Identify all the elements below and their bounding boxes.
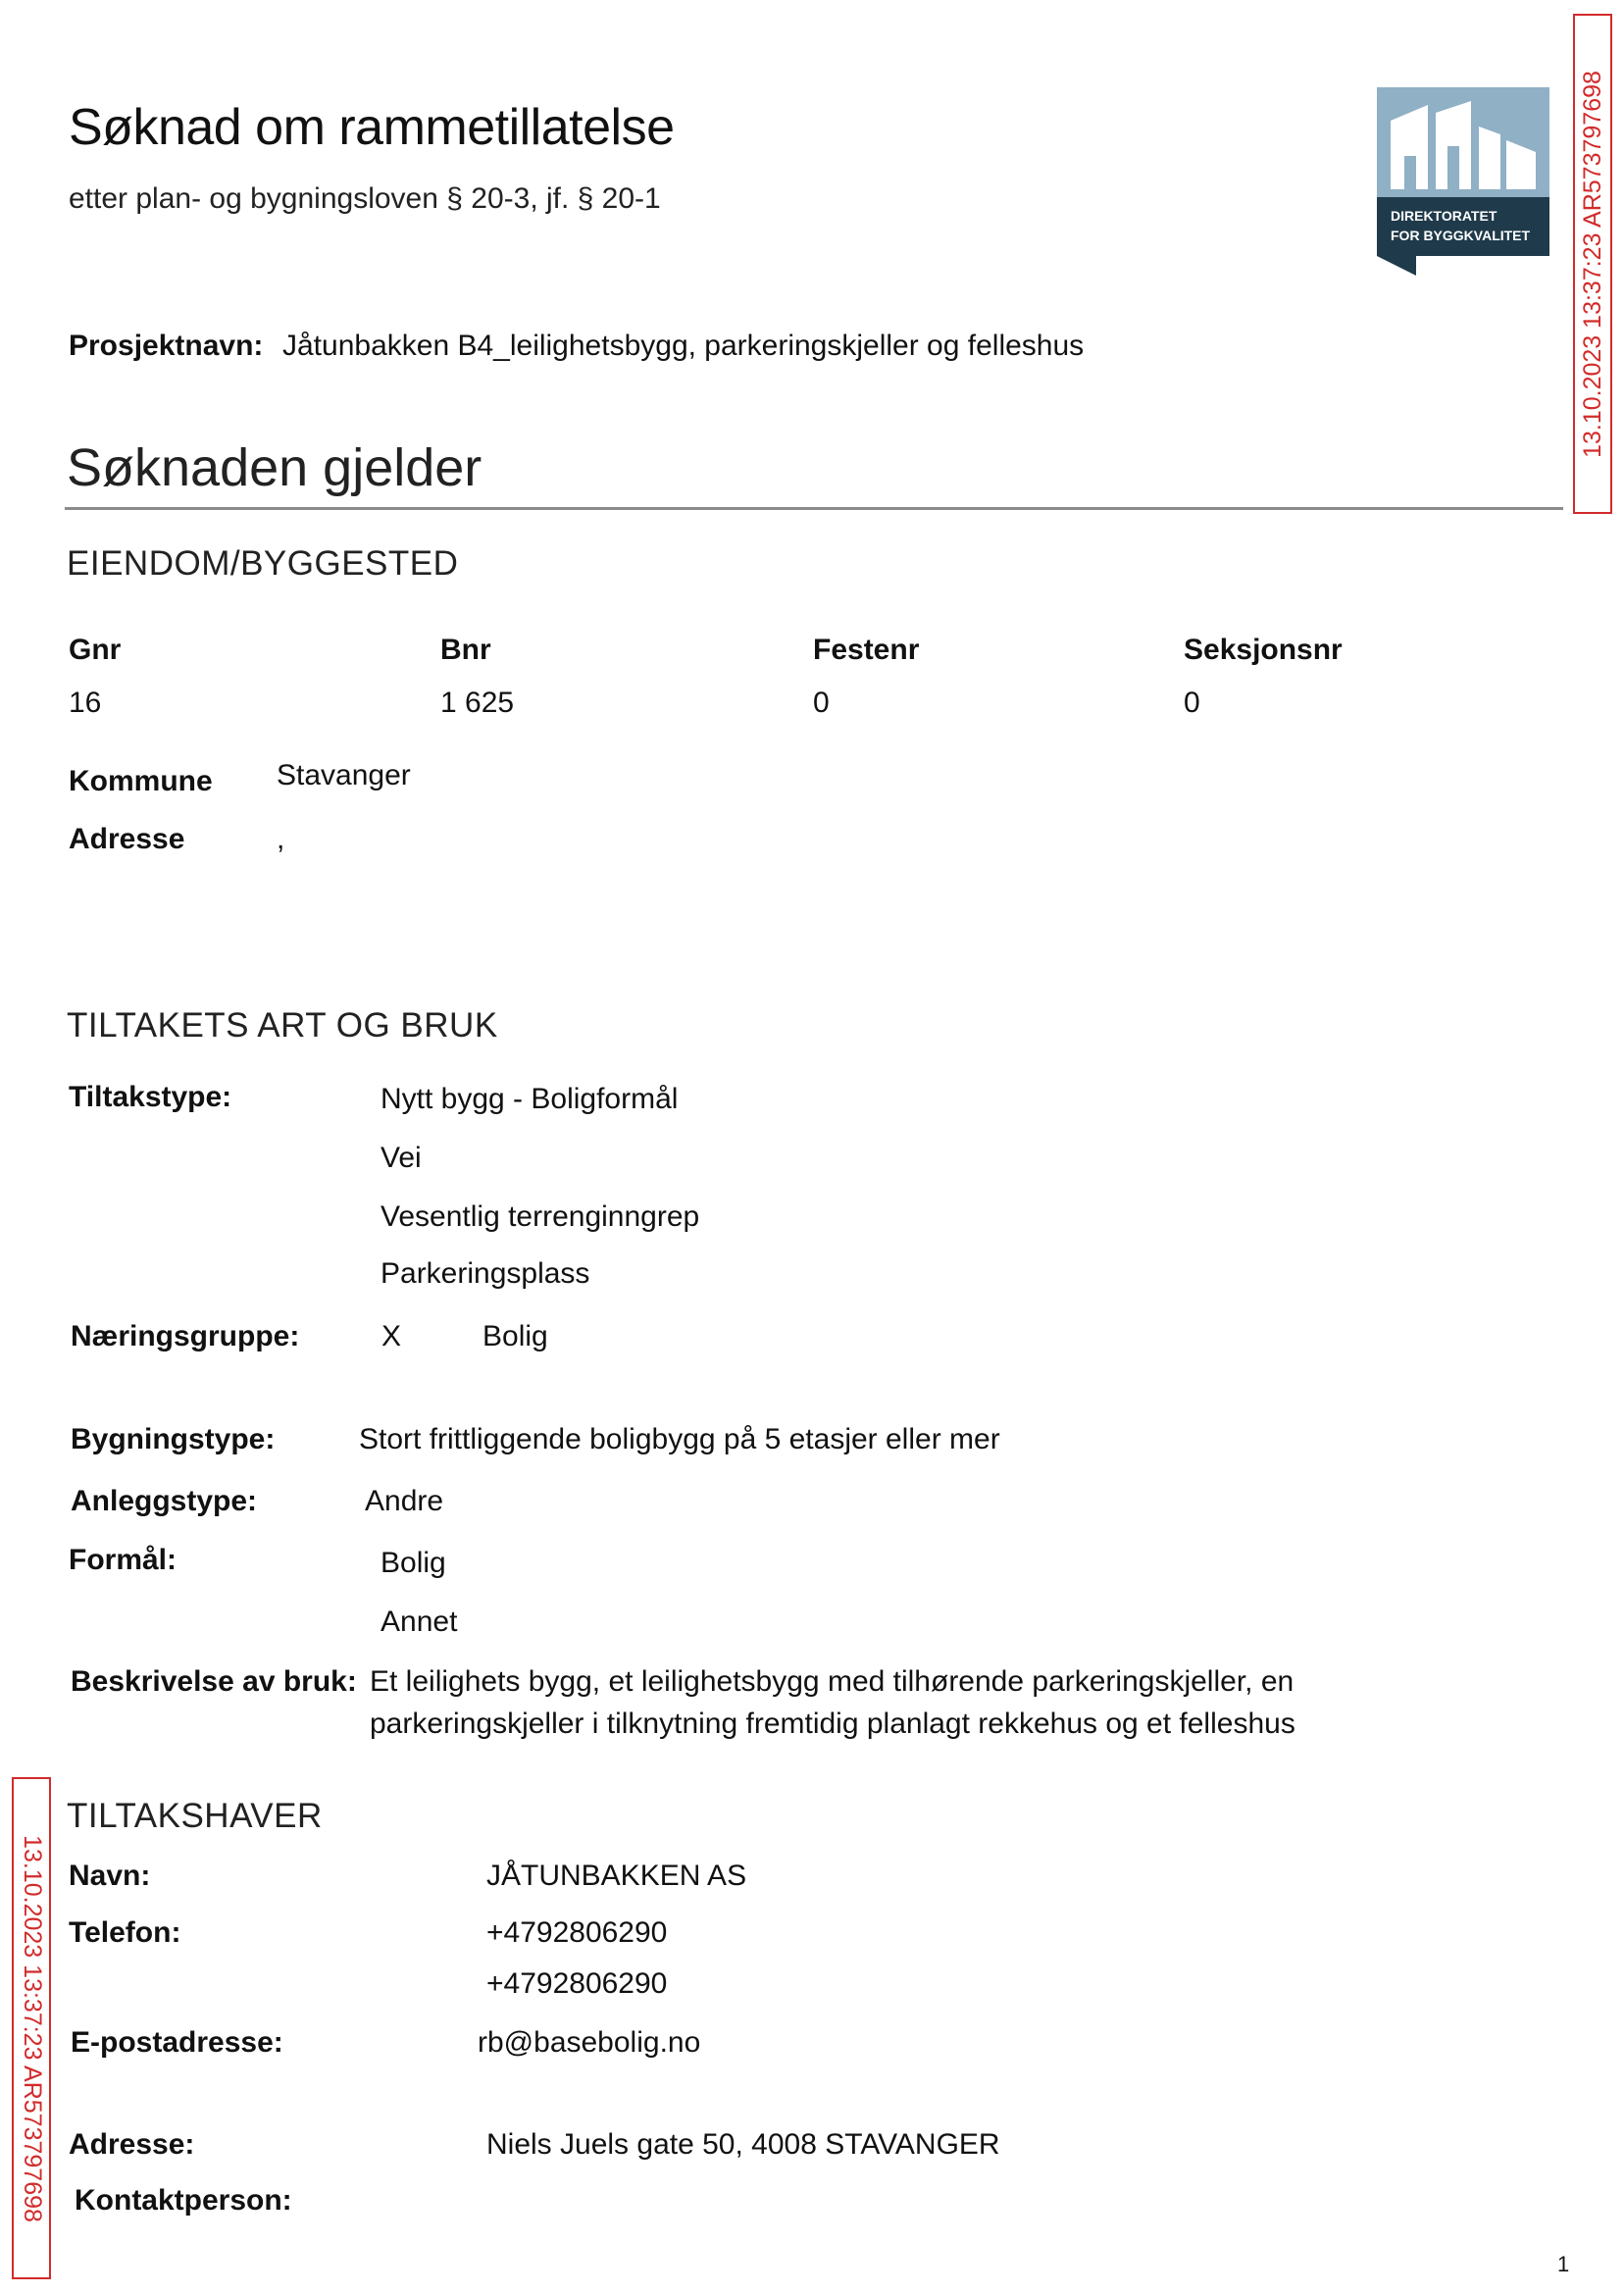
logo-line2: FOR BYGGKVALITET (1391, 228, 1531, 243)
gnr-label: Gnr (69, 634, 122, 666)
tiltakstype-item: Vesentlig terrenginngrep (381, 1200, 700, 1233)
bygningstype-value: Stort frittliggende boligbygg på 5 etasjer eller mer (359, 1423, 1000, 1455)
tiltakstype-item: Parkeringsplass (381, 1257, 590, 1290)
seksjonsnr-value: 0 (1184, 687, 1200, 719)
naeringsgruppe-value: Bolig (482, 1320, 548, 1352)
epost-label: E-postadresse: (71, 2026, 283, 2059)
epost-value: rb@basebolig.no (478, 2026, 701, 2059)
receipt-stamp-left: 13.10.2023 13:37:23 AR573797698 (12, 1777, 51, 2279)
tiltakshaver-adresse-value: Niels Juels gate 50, 4008 STAVANGER (486, 2128, 1000, 2161)
section-heading: Søknaden gjelder (67, 438, 482, 497)
receipt-stamp-top: 13.10.2023 13:37:23 AR573797698 (1573, 14, 1612, 514)
seksjonsnr-label: Seksjonsnr (1184, 634, 1343, 666)
tiltakstype-label: Tiltakstype: (69, 1081, 232, 1113)
tiltakshaver-heading: TILTAKSHAVER (67, 1797, 323, 1835)
kommune-value: Stavanger (277, 759, 411, 791)
bnr-value: 1 625 (440, 687, 515, 719)
tiltakstype-item: Vei (381, 1142, 422, 1174)
adresse-label: Adresse (69, 823, 185, 855)
naeringsgruppe-code: X (381, 1320, 402, 1352)
festenr-value: 0 (813, 687, 830, 719)
navn-value: JÅTUNBAKKEN AS (486, 1860, 747, 1892)
tiltak-heading: TILTAKETS ART OG BRUK (67, 1006, 498, 1045)
beskrivelse-line: Et leilighets bygg, et leilighetsbygg med tilhørende parkeringskjeller, en (370, 1665, 1294, 1698)
gnr-value: 16 (69, 687, 102, 719)
project-name-value: Jåtunbakken B4_leilighetsbygg, parkeringskjeller og felleshus (282, 330, 1085, 362)
beskrivelse-label: Beskrivelse av bruk: (71, 1665, 357, 1698)
telefon-value: +4792806290 (486, 1916, 668, 1949)
property-heading: EIENDOM/BYGGESTED (67, 544, 459, 583)
anleggstype-value: Andre (365, 1485, 444, 1517)
telefon-label: Telefon: (69, 1916, 181, 1949)
kommune-label: Kommune (69, 765, 213, 797)
adresse-value: , (277, 823, 285, 855)
festenr-label: Festenr (813, 634, 920, 666)
project-name-label: Prosjektnavn: (69, 330, 264, 362)
navn-label: Navn: (69, 1860, 151, 1892)
tiltakstype-item: Nytt bygg - Boligformål (381, 1083, 679, 1115)
formaal-item: Bolig (381, 1547, 446, 1579)
section-divider (65, 507, 1563, 510)
anleggstype-label: Anleggstype: (71, 1485, 258, 1517)
page-number: 1 (1557, 2252, 1570, 2276)
formaal-label: Formål: (69, 1544, 178, 1576)
beskrivelse-line: parkeringskjeller i tilknytning fremtidig planlagt rekkehus og et felleshus (370, 1708, 1295, 1740)
bygningstype-label: Bygningstype: (71, 1423, 276, 1455)
page-subtitle: etter plan- og bygningsloven § 20-3, jf. § 20-1 (69, 182, 661, 215)
dibk-logo (1377, 87, 1549, 276)
formaal-item: Annet (381, 1606, 458, 1638)
bnr-label: Bnr (440, 634, 491, 666)
tiltakshaver-adresse-label: Adresse: (69, 2128, 195, 2161)
page-title: Søknad om rammetillatelse (69, 99, 675, 156)
kontaktperson-label: Kontaktperson: (75, 2184, 292, 2217)
logo-line1: DIREKTORATET (1391, 208, 1497, 224)
telefon-value: +4792806290 (486, 1967, 668, 2000)
naeringsgruppe-label: Næringsgruppe: (71, 1320, 300, 1352)
